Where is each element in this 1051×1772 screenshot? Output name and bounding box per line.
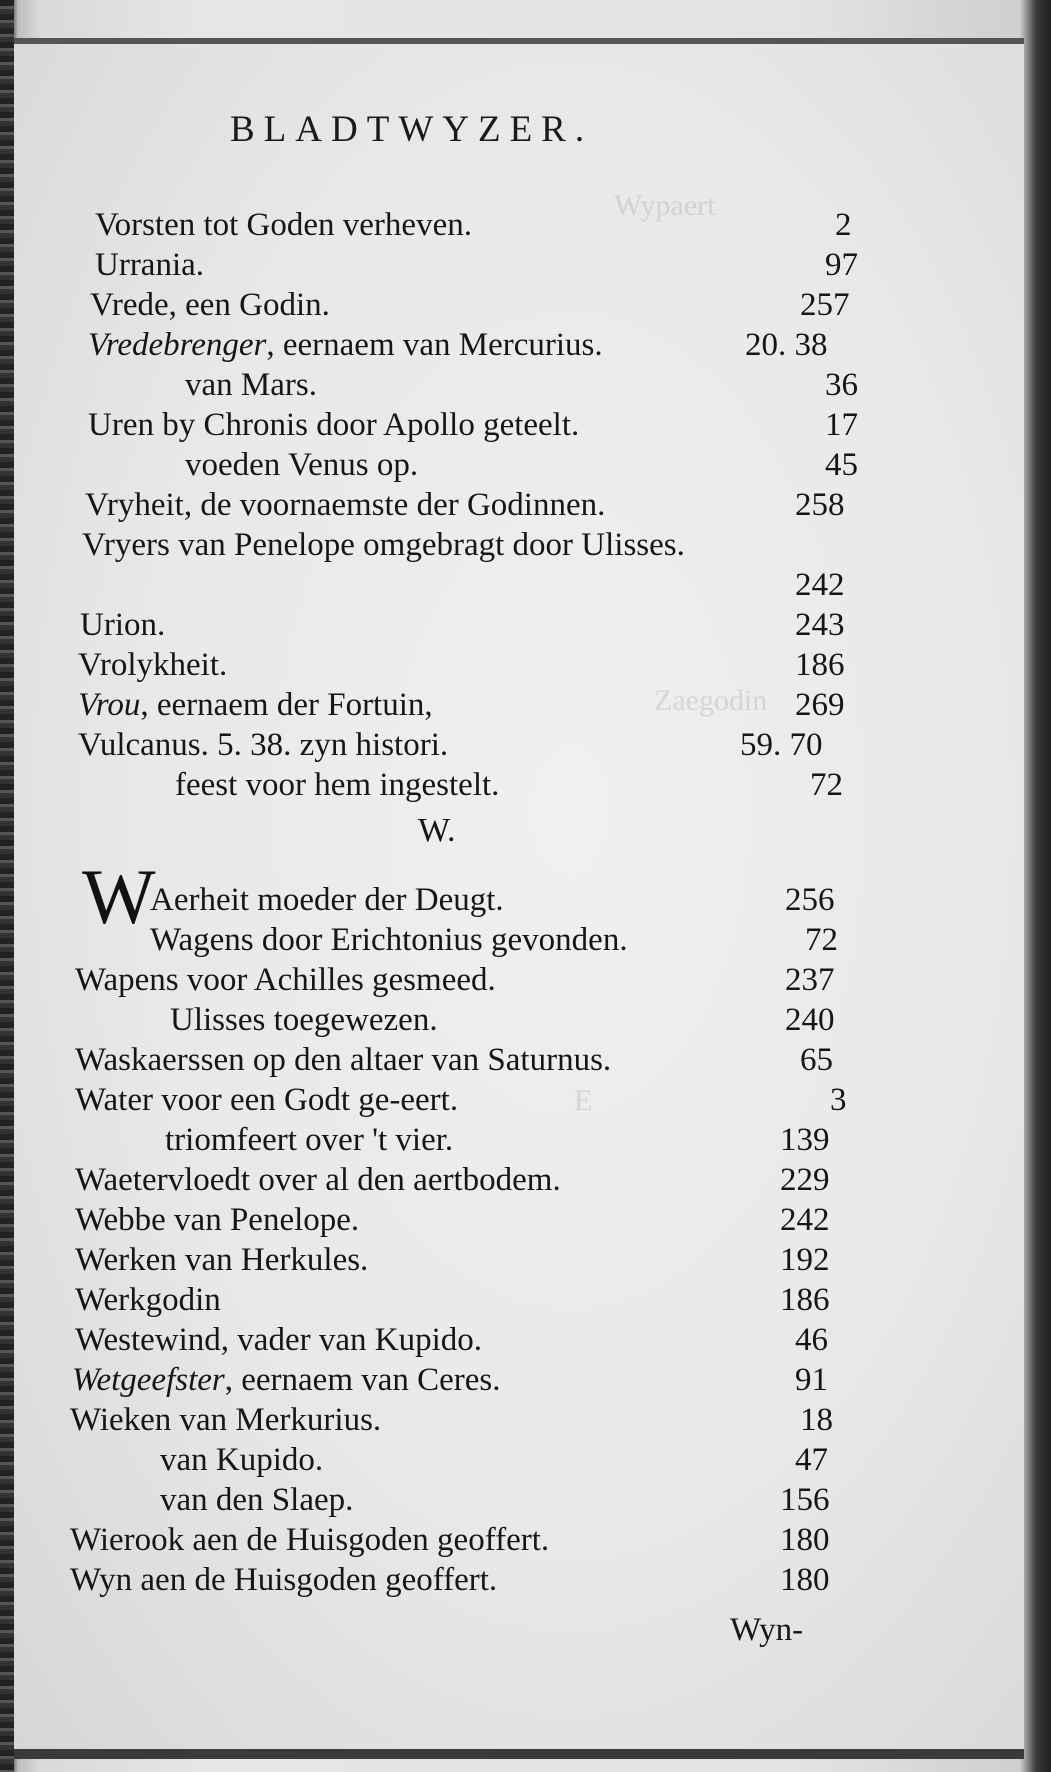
index-term [75, 1240, 368, 1280]
index-entry [0, 245, 1051, 285]
page-number: 97 [825, 247, 858, 283]
page-title: BLADTWYZER. [230, 109, 594, 150]
index-term-text: Westewind, vader van Kupido. [75, 1322, 482, 1358]
index-term [95, 245, 204, 285]
page-number: 243 [795, 607, 845, 643]
index-term-subentry: van Mars. [185, 367, 317, 403]
index-term [78, 725, 448, 765]
index-entry [0, 725, 1051, 765]
page-number: 72 [805, 922, 838, 958]
page-number: 45 [825, 447, 858, 483]
index-entry [0, 1120, 1051, 1160]
page-number: 242 [795, 567, 845, 603]
index-entry [0, 1280, 1051, 1320]
index-entry [0, 325, 1051, 365]
index-entry [0, 685, 1051, 725]
index-term-subentry: Ulisses toegewezen. [170, 1002, 438, 1038]
index-term-text: Werkgodin [75, 1282, 221, 1318]
index-term-text: Water voor een Godt ge-eert. [75, 1082, 459, 1118]
index-term-text: Wagens door Erichtonius gevonden. [150, 922, 628, 958]
index-term-italic: Vredebrenger [88, 327, 267, 363]
page-number: 186 [795, 647, 845, 683]
index-term-text: Vorsten tot Goden verheven. [95, 207, 472, 243]
index-term [175, 765, 499, 805]
index-term [160, 1440, 323, 1480]
index-term-text: Werken van Herkules. [75, 1242, 369, 1278]
index-term-text: , eernaem van Mercurius. [266, 327, 603, 363]
index-entry [0, 645, 1051, 685]
index-term [160, 1480, 353, 1520]
index-entry [0, 765, 1051, 805]
index-term-italic: Vrou [78, 687, 141, 723]
bleed-through-text: Zaegodin [654, 684, 768, 717]
page-number: 46 [795, 1322, 828, 1358]
index-term-text: Wyn aen de Huisgoden geoffert. [70, 1562, 498, 1598]
page-number: 3 [830, 1082, 847, 1118]
page-number: 65 [800, 1042, 833, 1078]
index-term [75, 1160, 561, 1200]
index-term [78, 685, 433, 725]
index-term-text: Urion. [80, 607, 166, 643]
page-number: 257 [800, 287, 850, 323]
index-term [95, 205, 472, 245]
index-term [85, 485, 605, 525]
page-number: 20. 38 [745, 327, 828, 363]
index-term-text: Vulcanus. 5. 38. zyn histori. [78, 727, 449, 763]
index-entry [0, 1040, 1051, 1080]
page-number: 269 [795, 687, 845, 723]
index-term [75, 1080, 458, 1120]
index-entry [0, 285, 1051, 325]
page-number: 72 [810, 767, 843, 803]
index-entry [0, 365, 1051, 405]
index-term-subentry: van den Slaep. [160, 1482, 354, 1518]
index-term [88, 405, 579, 445]
index-term-text: Wieken van Merkurius. [70, 1402, 382, 1438]
index-term-subentry: triomfeert over 't vier. [165, 1122, 454, 1158]
index-term-subentry: voeden Venus op. [185, 447, 419, 483]
page-number: 47 [795, 1442, 828, 1478]
page-number: 229 [780, 1162, 830, 1198]
drop-cap-initial: W [82, 853, 156, 940]
bleed-through-text: E [574, 1084, 593, 1117]
page-number: 237 [785, 962, 835, 998]
index-entry [0, 1440, 1051, 1480]
bleed-through-text: Wypaert [614, 189, 716, 222]
index-entry [0, 1360, 1051, 1400]
index-term [150, 880, 504, 920]
index-term-text: Uren by Chronis door Apollo geteelt. [88, 407, 580, 443]
index-entry [0, 1560, 1051, 1600]
index-entry [0, 1160, 1051, 1200]
index-term-text: Vrolykheit. [78, 647, 228, 683]
page-number: 17 [825, 407, 858, 443]
page-number: 180 [780, 1522, 830, 1558]
index-term [75, 1280, 221, 1320]
index-term-italic: Wetgeefster [72, 1362, 225, 1398]
page-number: 242 [780, 1202, 830, 1238]
index-entry [0, 1240, 1051, 1280]
index-entry [0, 565, 1051, 605]
index-term-subentry: feest voor hem ingestelt. [175, 767, 500, 803]
index-term [88, 325, 603, 365]
index-term [150, 920, 628, 960]
section-letter: W. [418, 812, 456, 849]
page-number: 180 [780, 1562, 830, 1598]
index-term [70, 1400, 381, 1440]
index-term [170, 1000, 438, 1040]
index-term [185, 445, 418, 485]
page-number: 240 [785, 1002, 835, 1038]
page-number: 256 [785, 882, 835, 918]
index-entry [0, 920, 1051, 960]
index-term-text: Aerheit moeder der Deugt. [150, 882, 504, 918]
index-entry [0, 205, 1051, 245]
page-number: 192 [780, 1242, 830, 1278]
index-term-text: Urrania. [95, 247, 205, 283]
page-number: 36 [825, 367, 858, 403]
index-entry [0, 880, 1051, 920]
index-term [80, 605, 165, 645]
page-number: 2 [835, 207, 852, 243]
page-number: 186 [780, 1282, 830, 1318]
index-term [90, 285, 330, 325]
index-term-text: Vrede, een Godin. [90, 287, 330, 323]
index-term-text: , eernaem der Fortuin, [140, 687, 433, 723]
catchword: Wyn- [730, 1612, 804, 1648]
index-term [82, 525, 685, 565]
index-entry [0, 525, 1051, 565]
index-term [185, 365, 317, 405]
page-number: 258 [795, 487, 845, 523]
index-entry [0, 405, 1051, 445]
index-term [75, 1200, 359, 1240]
page-number: 139 [780, 1122, 830, 1158]
index-entry [0, 1400, 1051, 1440]
index-entry [0, 605, 1051, 645]
index-entry [0, 485, 1051, 525]
index-entry [0, 1320, 1051, 1360]
index-term [78, 645, 227, 685]
index-entry [0, 960, 1051, 1000]
index-term-text: Webbe van Penelope. [75, 1202, 360, 1238]
page-number: 91 [795, 1362, 828, 1398]
page-number: 18 [800, 1402, 833, 1438]
index-term [75, 1320, 482, 1360]
index-term-text: Waskaerssen op den altaer van Saturnus. [75, 1042, 612, 1078]
index-term-subentry: van Kupido. [160, 1442, 324, 1478]
index-term-text: Wierook aen de Huisgoden geoffert. [70, 1522, 550, 1558]
index-term-text: , eernaem van Ceres. [224, 1362, 501, 1398]
index-entry [0, 445, 1051, 485]
page-number: 156 [780, 1482, 830, 1518]
index-entry [0, 1480, 1051, 1520]
index-term-text: Vryheit, de voornaemste der Godinnen. [85, 487, 606, 523]
index-term [75, 1040, 611, 1080]
index-term-text: Vryers van Penelope omgebragt door Ulisses. [82, 527, 685, 563]
page-number: 59. 70 [740, 727, 823, 763]
index-entry [0, 1200, 1051, 1240]
index-entry [0, 1000, 1051, 1040]
index-term [75, 960, 496, 1000]
index-entry [0, 1080, 1051, 1120]
index-term [72, 1360, 501, 1400]
index-term [165, 1120, 453, 1160]
index-term [70, 1520, 549, 1560]
index-term-text: Wapens voor Achilles gesmeed. [75, 962, 496, 998]
index-term [70, 1560, 497, 1600]
index-entry [0, 1520, 1051, 1560]
index-term-text: Waetervloedt over al den aertbodem. [75, 1162, 561, 1198]
